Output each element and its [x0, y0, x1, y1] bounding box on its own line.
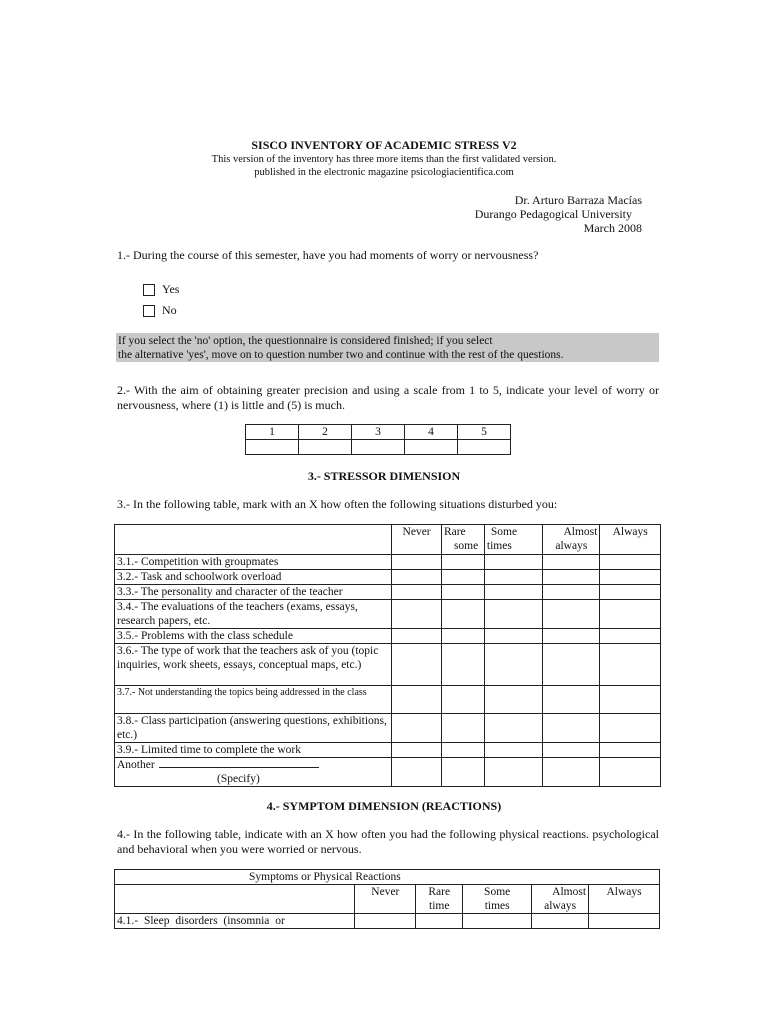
scale-cell[interactable] [458, 440, 511, 455]
header-blank [115, 885, 355, 914]
scale-2: 2 [299, 425, 352, 440]
header-never: Never [392, 525, 442, 555]
scale-5: 5 [458, 425, 511, 440]
specify-label: (Specify) [217, 773, 260, 785]
stressor-item-3-6: 3.6.- The type of work that the teachers ask of you (topic inquiries, work sheets, essays, conceptual maps, etc.) [115, 644, 392, 686]
option-yes-label: Yes [162, 282, 180, 296]
section-4-title: 4.- SYMPTOM DIMENSION (REACTIONS) [266, 799, 502, 813]
scale-cell[interactable] [405, 440, 458, 455]
subtitle-line-2: published in the electronic magazine psicologiacientifica.com [254, 167, 514, 178]
header-blank [115, 525, 392, 555]
option-no[interactable] [143, 303, 177, 318]
subtitle-line-1: This version of the inventory has three more items than the first validated version. [211, 154, 557, 165]
scale-table [245, 424, 511, 455]
header-rare: Rare some [441, 525, 484, 555]
stressor-item-3-5: 3.5.- Problems with the class schedule [115, 629, 392, 644]
stressor-item-3-4: 3.4.- The evaluations of the teachers (exams, essays, research papers, etc. [115, 600, 392, 629]
scale-cell[interactable] [299, 440, 352, 455]
header-never: Never [355, 885, 416, 914]
header-almost: Almost always [532, 885, 589, 914]
stressor-item-3-3: 3.3.- The personality and character of the teacher [115, 585, 392, 600]
stressor-item-3-1: 3.1.- Competition with groupmates [115, 555, 392, 570]
stressor-item-another [115, 758, 392, 787]
scale-cell[interactable] [246, 440, 299, 455]
symptom-table-title: Symptoms or Physical Reactions [115, 870, 660, 885]
specify-field[interactable] [159, 758, 319, 768]
author-name: Dr. Arturo Barraza Macías [514, 193, 642, 207]
note-line-1: If you select the 'no' option, the questionnaire is considered finished; if you select [118, 335, 493, 347]
header-rare: Rare time [416, 885, 463, 914]
date: March 2008 [583, 221, 642, 235]
section-3-instruction: 3.- In the following table, mark with an X how often the following situations disturbed you: [117, 497, 558, 511]
scale-4: 4 [405, 425, 458, 440]
scale-cell[interactable] [352, 440, 405, 455]
header-some: Some times [484, 525, 543, 555]
stressor-table [114, 524, 661, 787]
another-label: Another [117, 759, 155, 771]
option-yes[interactable] [143, 282, 179, 297]
stressor-item-3-7: 3.7.- Not understanding the topics being addressed in the class [115, 686, 392, 714]
checkbox-yes[interactable] [143, 284, 155, 296]
question-2: 2.- With the aim of obtaining greater precision and using a scale from 1 to 5, indicate your level of worry or nervousness, where (1) is little and (5) is much. [117, 383, 659, 412]
question-1: 1.- During the course of this semester, have you had moments of worry or nervousness? [117, 248, 539, 262]
symptom-table [114, 869, 660, 929]
header-almost: Almost always [543, 525, 600, 555]
header-some: Some times [463, 885, 532, 914]
header-always: Always [589, 885, 660, 914]
section-3-title: 3.- STRESSOR DIMENSION [307, 469, 461, 483]
instruction-note [116, 333, 659, 362]
scale-3: 3 [352, 425, 405, 440]
header-always: Always [600, 525, 661, 555]
stressor-item-3-2: 3.2.- Task and schoolwork overload [115, 570, 392, 585]
section-4-instruction: 4.- In the following table, indicate with an X how often you had the following physical reactions. psychological and behavioral when you were worried or nervous. [117, 827, 659, 856]
institution: Durango Pedagogical University [474, 207, 632, 221]
checkbox-no[interactable] [143, 305, 155, 317]
stressor-item-3-8: 3.8.- Class participation (answering questions, exhibitions, etc.) [115, 714, 392, 743]
document-title: SISCO INVENTORY OF ACADEMIC STRESS V2 [251, 138, 517, 152]
stressor-item-3-9: 3.9.- Limited time to complete the work [115, 743, 392, 758]
option-no-label: No [162, 303, 177, 317]
scale-1: 1 [246, 425, 299, 440]
note-line-2: the alternative 'yes', move on to question number two and continue with the rest of the questions. [118, 349, 564, 361]
symptom-item-4-1: 4.1.- Sleep disorders (insomnia or [115, 914, 355, 929]
